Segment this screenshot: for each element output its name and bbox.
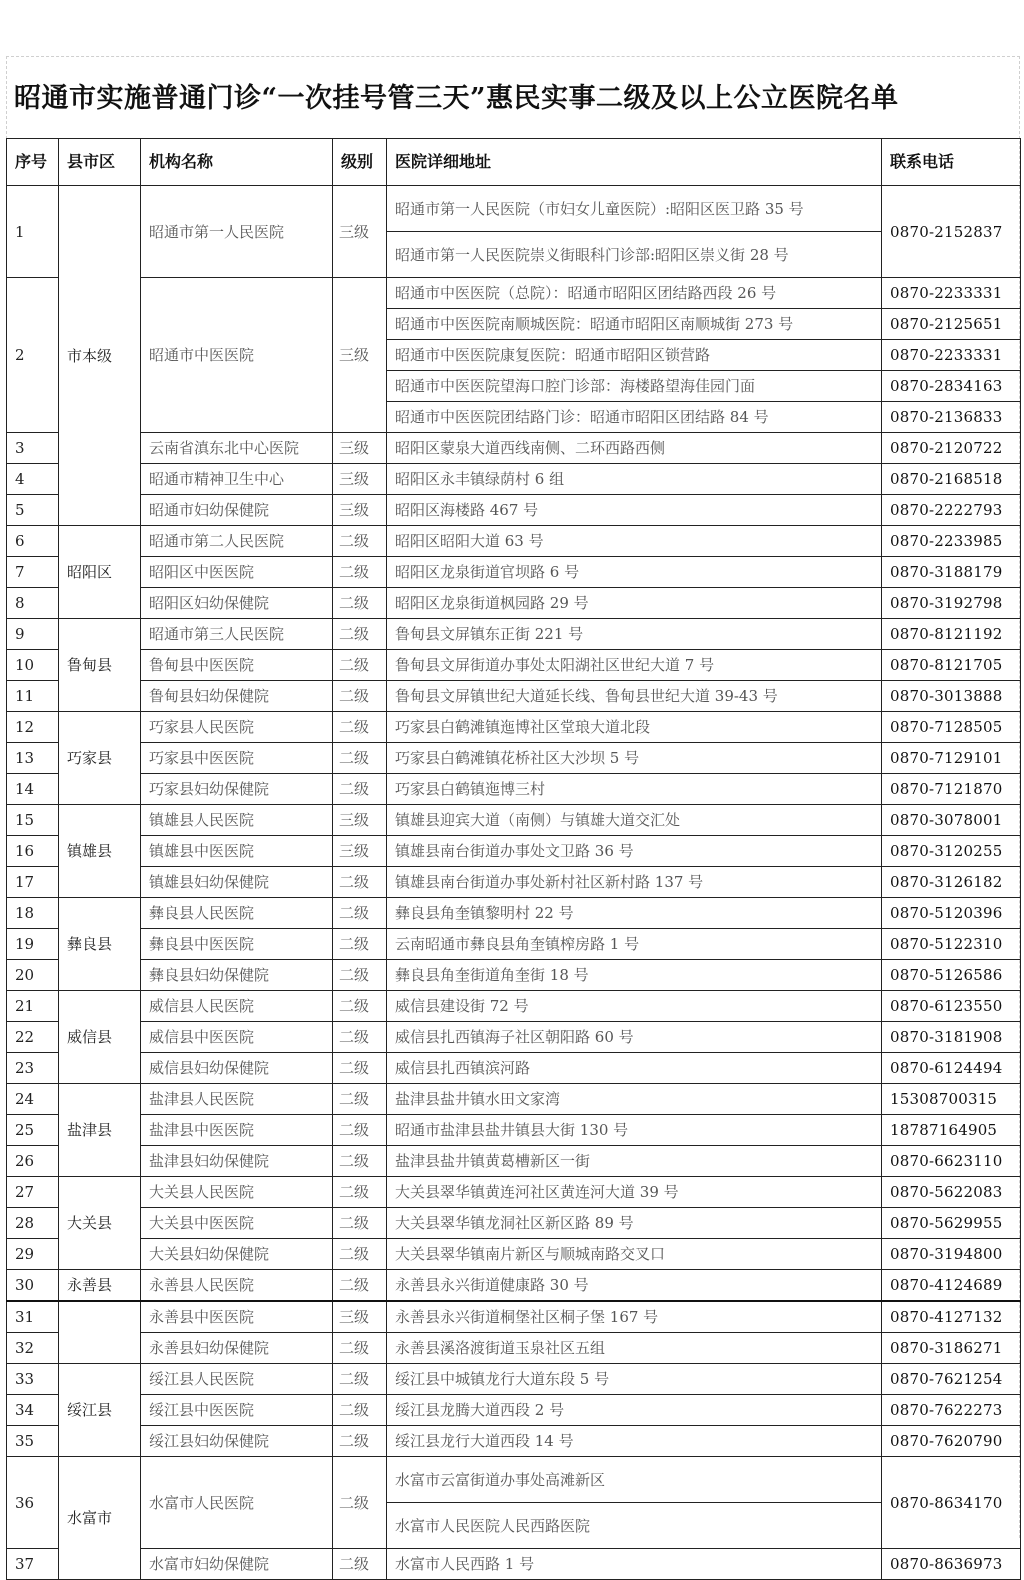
institution-name: 镇雄县中医医院 — [141, 836, 333, 867]
county-cell: 鲁甸县 — [59, 619, 141, 712]
level-cell: 三级 — [333, 495, 387, 526]
header-phone: 联系电话 — [882, 139, 1021, 186]
county-cell: 绥江县 — [59, 1364, 141, 1457]
phone-cell: 0870-7128505 — [882, 712, 1021, 743]
address-cell: 威信县扎西镇海子社区朝阳路 60 号 — [387, 1022, 882, 1053]
table-row — [7, 1426, 1021, 1457]
address-cell: 水富市云富街道办事处高滩新区 — [387, 1457, 882, 1503]
table-row — [7, 867, 1021, 898]
row-number: 19 — [7, 929, 59, 960]
institution-name: 云南省滇东北中心医院 — [141, 433, 333, 464]
row-number: 2 — [7, 278, 59, 433]
county-cell: 昭阳区 — [59, 526, 141, 619]
level-cell: 二级 — [333, 526, 387, 557]
phone-cell: 0870-6623110 — [882, 1146, 1021, 1177]
address-cell: 彝良县角奎街道角奎街 18 号 — [387, 960, 882, 991]
phone-cell: 0870-5120396 — [882, 898, 1021, 929]
table-row — [7, 1115, 1021, 1146]
row-number: 34 — [7, 1395, 59, 1426]
table-row — [7, 619, 1021, 650]
institution-name: 巧家县妇幼保健院 — [141, 774, 333, 805]
row-number: 20 — [7, 960, 59, 991]
document-title: 昭通市实施普通门诊“一次挂号管三天”惠民实事二级及以上公立医院名单 — [14, 83, 899, 114]
address-cell: 镇雄县南台街道办事处文卫路 36 号 — [387, 836, 882, 867]
county-cell — [59, 1301, 141, 1364]
phone-cell: 0870-8634170 — [882, 1457, 1021, 1549]
address-cell: 昭阳区海楼路 467 号 — [387, 495, 882, 526]
phone-cell: 0870-7621254 — [882, 1364, 1021, 1395]
phone-cell: 0870-2120722 — [882, 433, 1021, 464]
address-cell: 大关县翠华镇南片新区与顺城南路交叉口 — [387, 1239, 882, 1270]
phone-cell: 0870-7121870 — [882, 774, 1021, 805]
address-cell: 巧家县白鹤滩镇迤博社区堂琅大道北段 — [387, 712, 882, 743]
institution-name: 永善县中医医院 — [141, 1301, 333, 1333]
institution-name: 大关县妇幼保健院 — [141, 1239, 333, 1270]
table-row — [7, 681, 1021, 712]
row-number: 24 — [7, 1084, 59, 1115]
institution-name: 昭通市第三人民医院 — [141, 619, 333, 650]
phone-cell: 0870-2222793 — [882, 495, 1021, 526]
institution-name: 绥江县中医医院 — [141, 1395, 333, 1426]
table-row — [7, 557, 1021, 588]
institution-name: 鲁甸县中医医院 — [141, 650, 333, 681]
row-number: 30 — [7, 1270, 59, 1302]
address-cell: 鲁甸县文屏镇东正街 221 号 — [387, 619, 882, 650]
row-number: 37 — [7, 1549, 59, 1580]
level-cell: 三级 — [333, 805, 387, 836]
table-row — [7, 805, 1021, 836]
row-number: 5 — [7, 495, 59, 526]
phone-cell: 0870-8121192 — [882, 619, 1021, 650]
row-number: 7 — [7, 557, 59, 588]
table-row — [7, 1177, 1021, 1208]
phone-cell: 0870-2152837 — [882, 186, 1021, 278]
level-cell: 二级 — [333, 1270, 387, 1302]
table-row — [7, 186, 1021, 232]
table-row — [7, 1239, 1021, 1270]
phone-cell: 0870-3186271 — [882, 1333, 1021, 1364]
county-cell: 市本级 — [59, 186, 141, 526]
county-cell: 永善县 — [59, 1270, 141, 1302]
institution-name: 彝良县妇幼保健院 — [141, 960, 333, 991]
address-cell: 昭通市中医医院康复医院：昭通市昭阳区锁营路 — [387, 340, 882, 371]
phone-cell: 0870-5629955 — [882, 1208, 1021, 1239]
address-cell: 昭阳区永丰镇绿荫村 6 组 — [387, 464, 882, 495]
table-row — [7, 464, 1021, 495]
phone-cell: 0870-5126586 — [882, 960, 1021, 991]
table-row — [7, 278, 1021, 309]
county-cell: 水富市 — [59, 1457, 141, 1580]
institution-name: 永善县人民医院 — [141, 1270, 333, 1302]
level-cell: 二级 — [333, 557, 387, 588]
level-cell: 二级 — [333, 1426, 387, 1457]
address-cell: 威信县扎西镇滨河路 — [387, 1053, 882, 1084]
table-row — [7, 1301, 1021, 1333]
level-cell: 二级 — [333, 1053, 387, 1084]
level-cell: 三级 — [333, 186, 387, 278]
phone-cell: 0870-3013888 — [882, 681, 1021, 712]
address-cell: 昭阳区龙泉街道官坝路 6 号 — [387, 557, 882, 588]
address-cell: 绥江县中城镇龙行大道东段 5 号 — [387, 1364, 882, 1395]
table-row — [7, 650, 1021, 681]
hospital-table — [6, 138, 1021, 1580]
phone-cell: 0870-3120255 — [882, 836, 1021, 867]
level-cell: 二级 — [333, 1457, 387, 1549]
level-cell: 二级 — [333, 712, 387, 743]
table-header-row — [7, 139, 1021, 186]
address-cell: 云南昭通市彝良县角奎镇榨房路 1 号 — [387, 929, 882, 960]
address-cell: 永善县溪洛渡街道玉泉社区五组 — [387, 1333, 882, 1364]
row-number: 22 — [7, 1022, 59, 1053]
table-row — [7, 526, 1021, 557]
institution-name: 昭阳区妇幼保健院 — [141, 588, 333, 619]
address-cell: 镇雄县迎宾大道（南侧）与镇雄大道交汇处 — [387, 805, 882, 836]
level-cell: 二级 — [333, 1084, 387, 1115]
phone-cell: 0870-2834163 — [882, 371, 1021, 402]
row-number: 26 — [7, 1146, 59, 1177]
phone-cell: 18787164905 — [882, 1115, 1021, 1146]
institution-name: 盐津县中医医院 — [141, 1115, 333, 1146]
table-row — [7, 495, 1021, 526]
county-cell: 镇雄县 — [59, 805, 141, 898]
institution-name: 昭通市中医医院 — [141, 278, 333, 433]
level-cell: 二级 — [333, 1146, 387, 1177]
institution-name: 威信县人民医院 — [141, 991, 333, 1022]
header-no: 序号 — [7, 139, 59, 186]
level-cell: 二级 — [333, 619, 387, 650]
table-row — [7, 836, 1021, 867]
institution-name: 昭通市第二人民医院 — [141, 526, 333, 557]
row-number: 18 — [7, 898, 59, 929]
phone-cell: 0870-6124494 — [882, 1053, 1021, 1084]
row-number: 21 — [7, 991, 59, 1022]
institution-name: 昭阳区中医医院 — [141, 557, 333, 588]
address-cell: 昭阳区昭阳大道 63 号 — [387, 526, 882, 557]
table-row — [7, 743, 1021, 774]
header-county: 县市区 — [59, 139, 141, 186]
address-cell: 绥江县龙行大道西段 14 号 — [387, 1426, 882, 1457]
table-row — [7, 1457, 1021, 1503]
address-cell: 昭通市第一人民医院崇义街眼科门诊部:昭阳区崇义街 28 号 — [387, 232, 882, 278]
institution-name: 永善县妇幼保健院 — [141, 1333, 333, 1364]
level-cell: 二级 — [333, 774, 387, 805]
row-number: 10 — [7, 650, 59, 681]
phone-cell: 0870-5622083 — [882, 1177, 1021, 1208]
county-cell: 彝良县 — [59, 898, 141, 991]
institution-name: 昭通市妇幼保健院 — [141, 495, 333, 526]
address-cell: 大关县翠华镇黄连河社区黄连河大道 39 号 — [387, 1177, 882, 1208]
address-cell: 镇雄县南台街道办事处新村社区新村路 137 号 — [387, 867, 882, 898]
level-cell: 二级 — [333, 650, 387, 681]
row-number: 31 — [7, 1301, 59, 1333]
phone-cell: 0870-2168518 — [882, 464, 1021, 495]
address-cell: 昭通市第一人民医院（市妇女儿童医院）:昭阳区医卫路 35 号 — [387, 186, 882, 232]
table-row — [7, 929, 1021, 960]
header-name: 机构名称 — [141, 139, 333, 186]
level-cell: 二级 — [333, 1115, 387, 1146]
table-row — [7, 1270, 1021, 1302]
row-number: 15 — [7, 805, 59, 836]
address-cell: 威信县建设街 72 号 — [387, 991, 882, 1022]
address-cell: 永善县永兴街道桐堡社区桐子堡 167 号 — [387, 1301, 882, 1333]
phone-cell: 0870-3126182 — [882, 867, 1021, 898]
row-number: 29 — [7, 1239, 59, 1270]
level-cell: 二级 — [333, 1208, 387, 1239]
level-cell: 二级 — [333, 929, 387, 960]
table-row — [7, 991, 1021, 1022]
table-row — [7, 1208, 1021, 1239]
row-number: 35 — [7, 1426, 59, 1457]
phone-cell: 0870-2233331 — [882, 340, 1021, 371]
address-cell: 彝良县角奎镇黎明村 22 号 — [387, 898, 882, 929]
institution-name: 盐津县妇幼保健院 — [141, 1146, 333, 1177]
level-cell: 二级 — [333, 681, 387, 712]
row-number: 28 — [7, 1208, 59, 1239]
table-row — [7, 433, 1021, 464]
header-level: 级别 — [333, 139, 387, 186]
table-row — [7, 1549, 1021, 1580]
table-row — [7, 1146, 1021, 1177]
table-row — [7, 898, 1021, 929]
table-row — [7, 960, 1021, 991]
address-cell: 绥江县龙腾大道西段 2 号 — [387, 1395, 882, 1426]
address-cell: 水富市人民西路 1 号 — [387, 1549, 882, 1580]
table-row — [7, 712, 1021, 743]
row-number: 3 — [7, 433, 59, 464]
level-cell: 二级 — [333, 960, 387, 991]
row-number: 6 — [7, 526, 59, 557]
county-cell: 威信县 — [59, 991, 141, 1084]
level-cell: 三级 — [333, 464, 387, 495]
address-cell: 盐津县盐井镇水田文家湾 — [387, 1084, 882, 1115]
institution-name: 巧家县人民医院 — [141, 712, 333, 743]
phone-cell: 0870-6123550 — [882, 991, 1021, 1022]
row-number: 9 — [7, 619, 59, 650]
level-cell: 三级 — [333, 836, 387, 867]
level-cell: 二级 — [333, 1239, 387, 1270]
table-row — [7, 1333, 1021, 1364]
county-cell: 巧家县 — [59, 712, 141, 805]
phone-cell: 0870-2136833 — [882, 402, 1021, 433]
institution-name: 盐津县人民医院 — [141, 1084, 333, 1115]
level-cell: 二级 — [333, 743, 387, 774]
level-cell: 二级 — [333, 588, 387, 619]
header-address: 医院详细地址 — [387, 139, 882, 186]
phone-cell: 0870-2233985 — [882, 526, 1021, 557]
address-cell: 昭通市中医医院（总院）：昭通市昭阳区团结路西段 26 号 — [387, 278, 882, 309]
level-cell: 二级 — [333, 1364, 387, 1395]
phone-cell: 0870-3192798 — [882, 588, 1021, 619]
level-cell: 三级 — [333, 1301, 387, 1333]
address-cell: 鲁甸县文屏镇世纪大道延长线、鲁甸县世纪大道 39-43 号 — [387, 681, 882, 712]
row-number: 11 — [7, 681, 59, 712]
phone-cell: 0870-2125651 — [882, 309, 1021, 340]
phone-cell: 0870-3181908 — [882, 1022, 1021, 1053]
row-number: 32 — [7, 1333, 59, 1364]
phone-cell: 0870-5122310 — [882, 929, 1021, 960]
level-cell: 三级 — [333, 433, 387, 464]
table-row — [7, 1053, 1021, 1084]
row-number: 4 — [7, 464, 59, 495]
table-row — [7, 588, 1021, 619]
row-number: 1 — [7, 186, 59, 278]
institution-name: 水富市人民医院 — [141, 1457, 333, 1549]
level-cell: 二级 — [333, 1549, 387, 1580]
institution-name: 彝良县中医医院 — [141, 929, 333, 960]
level-cell: 二级 — [333, 1333, 387, 1364]
level-cell: 二级 — [333, 1177, 387, 1208]
row-number: 36 — [7, 1457, 59, 1549]
address-cell: 大关县翠华镇龙洞社区新区路 89 号 — [387, 1208, 882, 1239]
row-number: 14 — [7, 774, 59, 805]
address-cell: 鲁甸县文屏街道办事处太阳湖社区世纪大道 7 号 — [387, 650, 882, 681]
level-cell: 三级 — [333, 278, 387, 433]
institution-name: 彝良县人民医院 — [141, 898, 333, 929]
institution-name: 鲁甸县妇幼保健院 — [141, 681, 333, 712]
address-cell: 永善县永兴街道健康路 30 号 — [387, 1270, 882, 1302]
institution-name: 威信县妇幼保健院 — [141, 1053, 333, 1084]
institution-name: 绥江县妇幼保健院 — [141, 1426, 333, 1457]
row-number: 17 — [7, 867, 59, 898]
address-cell: 巧家县白鹤镇迤博三村 — [387, 774, 882, 805]
phone-cell: 0870-4127132 — [882, 1301, 1021, 1333]
level-cell: 二级 — [333, 867, 387, 898]
phone-cell: 0870-7620790 — [882, 1426, 1021, 1457]
institution-name: 巧家县中医医院 — [141, 743, 333, 774]
row-number: 8 — [7, 588, 59, 619]
table-row — [7, 1084, 1021, 1115]
address-cell: 昭通市盐津县盐井镇县大街 130 号 — [387, 1115, 882, 1146]
phone-cell: 0870-3188179 — [882, 557, 1021, 588]
row-number: 16 — [7, 836, 59, 867]
phone-cell: 0870-3078001 — [882, 805, 1021, 836]
institution-name: 绥江县人民医院 — [141, 1364, 333, 1395]
address-cell: 昭通市中医医院团结路门诊：昭通市昭阳区团结路 84 号 — [387, 402, 882, 433]
institution-name: 昭通市精神卫生中心 — [141, 464, 333, 495]
table-body — [7, 186, 1021, 1580]
institution-name: 水富市妇幼保健院 — [141, 1549, 333, 1580]
phone-cell: 15308700315 — [882, 1084, 1021, 1115]
phone-cell: 0870-3194800 — [882, 1239, 1021, 1270]
phone-cell: 0870-2233331 — [882, 278, 1021, 309]
phone-cell: 0870-8636973 — [882, 1549, 1021, 1580]
institution-name: 大关县人民医院 — [141, 1177, 333, 1208]
row-number: 13 — [7, 743, 59, 774]
table-row — [7, 1395, 1021, 1426]
address-cell: 昭阳区蒙泉大道西线南侧、二环西路西侧 — [387, 433, 882, 464]
level-cell: 二级 — [333, 1022, 387, 1053]
row-number: 27 — [7, 1177, 59, 1208]
address-cell: 水富市人民医院人民西路医院 — [387, 1503, 882, 1549]
row-number: 23 — [7, 1053, 59, 1084]
county-cell: 大关县 — [59, 1177, 141, 1270]
address-cell: 昭阳区龙泉街道枫园路 29 号 — [387, 588, 882, 619]
row-number: 33 — [7, 1364, 59, 1395]
institution-name: 镇雄县妇幼保健院 — [141, 867, 333, 898]
address-cell: 昭通市中医医院望海口腔门诊部：海楼路望海佳园门面 — [387, 371, 882, 402]
level-cell: 二级 — [333, 991, 387, 1022]
level-cell: 二级 — [333, 1395, 387, 1426]
phone-cell: 0870-7129101 — [882, 743, 1021, 774]
address-cell: 盐津县盐井镇黄葛槽新区一街 — [387, 1146, 882, 1177]
level-cell: 二级 — [333, 898, 387, 929]
table-row — [7, 1364, 1021, 1395]
address-cell: 巧家县白鹤滩镇花桥社区大沙坝 5 号 — [387, 743, 882, 774]
address-cell: 昭通市中医医院南顺城医院：昭通市昭阳区南顺城街 273 号 — [387, 309, 882, 340]
institution-name: 昭通市第一人民医院 — [141, 186, 333, 278]
row-number: 12 — [7, 712, 59, 743]
table-row — [7, 774, 1021, 805]
institution-name: 大关县中医医院 — [141, 1208, 333, 1239]
row-number: 25 — [7, 1115, 59, 1146]
institution-name: 镇雄县人民医院 — [141, 805, 333, 836]
table-row — [7, 1022, 1021, 1053]
phone-cell: 0870-4124689 — [882, 1270, 1021, 1302]
phone-cell: 0870-8121705 — [882, 650, 1021, 681]
institution-name: 威信县中医医院 — [141, 1022, 333, 1053]
county-cell: 盐津县 — [59, 1084, 141, 1177]
phone-cell: 0870-7622273 — [882, 1395, 1021, 1426]
